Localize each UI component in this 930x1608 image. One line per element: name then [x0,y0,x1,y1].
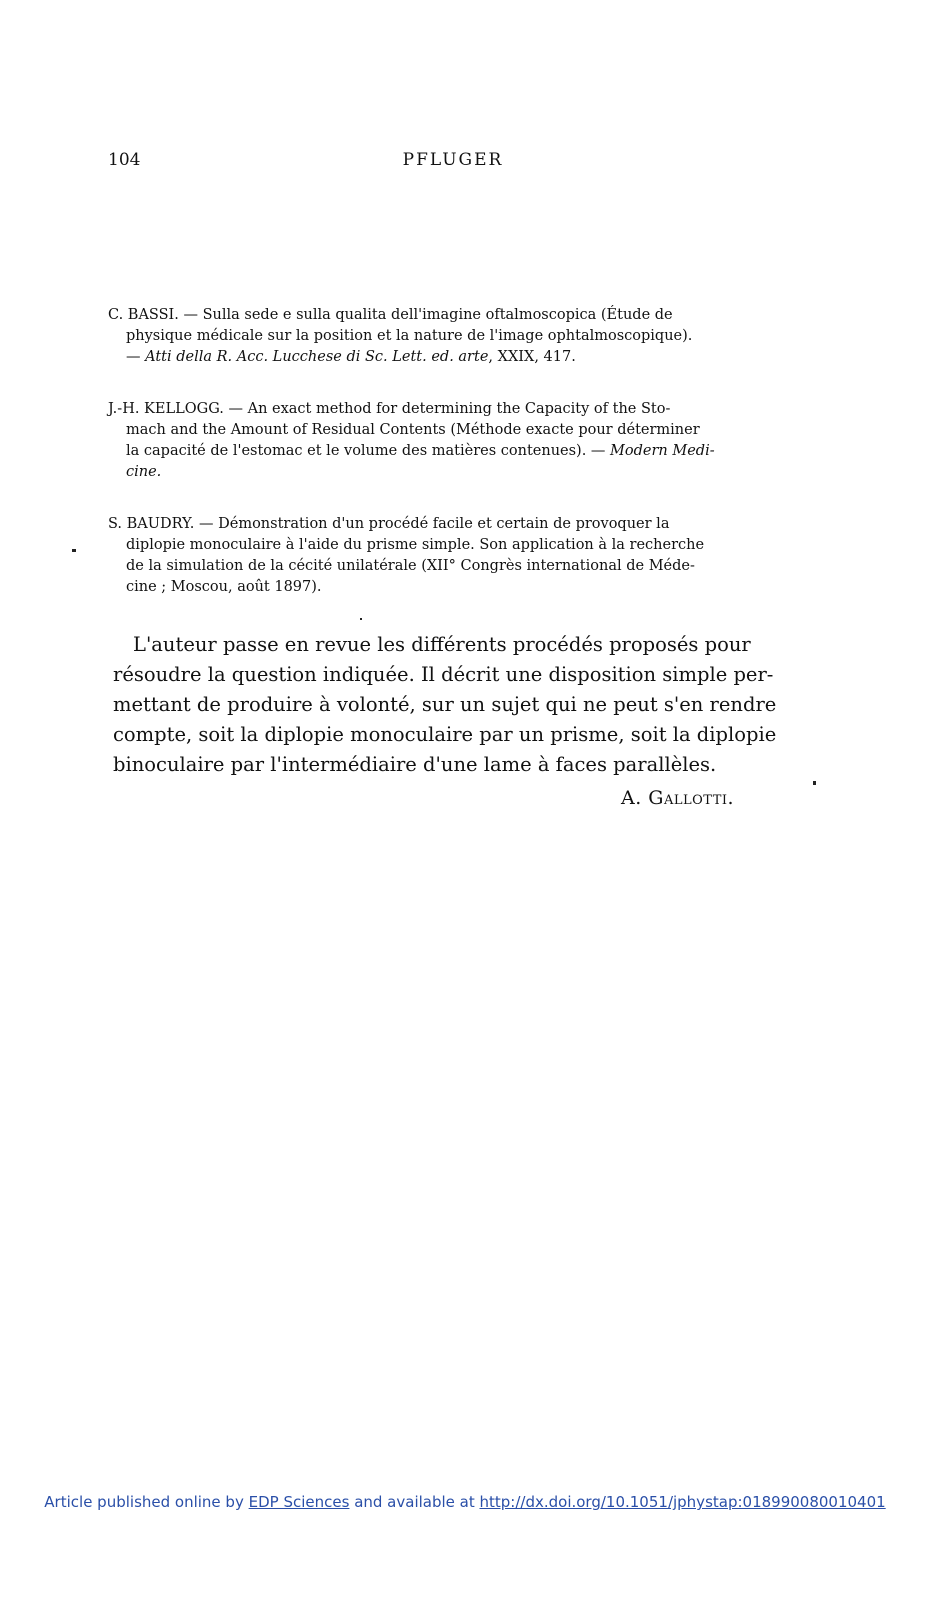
reference-line [108,577,798,598]
reference-line [108,326,798,347]
reference-text: diplopie monoculaire à l'aide du prisme simple. Son application à la recherche [126,537,705,553]
reference-text: S. BAUDRY. — Démonstration d'un procédé facile et certain de provoquer la [108,516,670,532]
reference-line [108,441,798,462]
publisher-link[interactable]: EDP Sciences [248,1493,350,1511]
scan-speck [360,618,362,620]
reference-text: , XXIX, 417. [488,349,576,365]
reference-line [108,514,798,535]
abstract-line: binoculaire par l'intermédiaire d'une lame à faces parallèles. [113,753,717,776]
abstract-line: résoudre la question indiquée. Il décrit une disposition simple per- [113,663,774,686]
author-signature: A. Gallotti. [621,787,735,809]
page-number: 104 [108,150,141,170]
reference-line [108,420,798,441]
reference-line [108,535,798,556]
publication-footer [0,1493,930,1511]
reference-text: J.-H. KELLOGG. — An exact method for determining the Capacity of the Sto- [108,401,671,417]
running-head: PFLUGER [402,150,504,170]
abstract-line: mettant de produire à volonté, sur un sujet qui ne peut s'en rendre [113,693,777,716]
scan-speck [72,549,76,552]
abstract-line: L'auteur passe en revue les différents procédés proposés pour [133,633,751,656]
reference-kellogg [108,399,798,483]
abstract-text [113,630,803,780]
reference-italic-text: cine. [126,464,162,480]
footer-middle: and available at [349,1493,480,1511]
reference-text: la capacité de l'estomac et le volume des matières contenues). — [126,443,611,459]
doi-link[interactable]: http://dx.doi.org/10.1051/jphystap:018990080010401 [479,1493,886,1511]
reference-italic-text: Modern Medi- [610,443,715,459]
reference-baudry [108,514,798,598]
reference-text: cine ; Moscou, août 1897). [126,579,322,595]
reference-text: — [126,349,146,365]
scan-speck [813,781,816,785]
abstract-line: compte, soit la diplopie monoculaire par un prisme, soit la diplopie [113,723,777,746]
reference-line [108,462,798,483]
reference-text: mach and the Amount of Residual Contents (Méthode exacte pour déterminer [126,422,700,438]
reference-line [108,347,798,368]
reference-italic-text: Atti della R. Acc. Lucchese di Sc. Lett. ed. arte [145,349,489,365]
reference-line [108,556,798,577]
reference-text: physique médicale sur la position et la nature de l'image ophtalmoscopique). [126,328,693,344]
reference-line [108,305,798,326]
reference-text: de la simulation de la cécité unilatérale (XII° Congrès international de Méde- [126,558,695,574]
reference-bassi [108,305,798,368]
reference-line [108,399,798,420]
footer-prefix: Article published online by [44,1493,249,1511]
reference-text: C. BASSI. — Sulla sede e sulla qualita dell'imagine oftalmoscopica (Étude de [108,307,673,323]
page-header [108,150,798,174]
